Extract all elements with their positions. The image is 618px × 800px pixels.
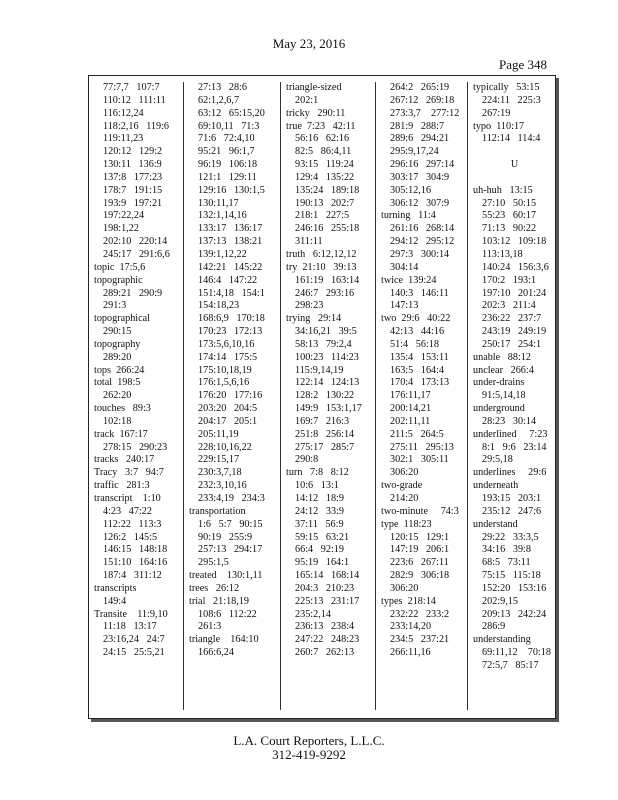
page-number: Page 348 bbox=[498, 57, 547, 72]
index-reference-line: 247:22 248:23 bbox=[295, 634, 360, 646]
index-reference-line: 149:9 153:1,17 bbox=[295, 403, 362, 415]
index-reference-line: 37:11 56:9 bbox=[295, 518, 344, 530]
index-reference-line: 72:5,7 85:17 bbox=[482, 659, 539, 671]
index-reference-line: 55:23 60:17 bbox=[482, 210, 537, 222]
index-reference-line: 142:21 145:22 bbox=[198, 261, 263, 273]
index-reference-line: 209:13 242:24 bbox=[482, 608, 547, 620]
index-reference-line: 198:1,22 bbox=[103, 223, 139, 235]
index-reference-line: 63:12 65:15,20 bbox=[198, 107, 265, 119]
index-term-line: topographical bbox=[94, 313, 151, 325]
index-reference-line: 295:1,5 bbox=[198, 557, 229, 569]
index-term-line: true 7:23 42:11 bbox=[286, 120, 356, 132]
index-term-line: topography bbox=[94, 338, 141, 350]
index-reference-line: 169:7 216:3 bbox=[295, 415, 350, 427]
index-reference-line: 175:10,18,19 bbox=[198, 364, 252, 376]
index-reference-line: 302:1 305:11 bbox=[390, 454, 449, 466]
footer-phone: 312-419-9292 bbox=[272, 747, 346, 762]
index-reference-line: 77:7,7 107:7 bbox=[103, 82, 160, 93]
index-reference-line: 166:6,24 bbox=[198, 647, 234, 659]
index-column-3 bbox=[280, 82, 376, 710]
index-reference-line: 261:3 bbox=[198, 621, 222, 633]
index-column-2 bbox=[183, 82, 281, 710]
index-reference-line: 229:15,17 bbox=[198, 454, 240, 466]
index-reference-line: 295:9,17,24 bbox=[390, 146, 439, 158]
index-reference-line: 236:13 238:4 bbox=[295, 621, 355, 633]
index-term-line: total 198:5 bbox=[94, 377, 141, 389]
index-column-4 bbox=[375, 82, 468, 710]
index-term-line: underground bbox=[473, 403, 525, 415]
index-reference-line: 211:5 264:5 bbox=[390, 428, 444, 440]
index-reference-line: 152:20 153:16 bbox=[482, 582, 547, 594]
index-reference-line: 56:16 62:16 bbox=[295, 133, 350, 145]
index-term-line: typically 53:15 bbox=[473, 82, 540, 93]
index-reference-line: 66:4 92:19 bbox=[295, 544, 344, 556]
index-reference-line: 173:5,6,10,16 bbox=[198, 338, 255, 350]
index-reference-line: 245:17 291:6,6 bbox=[103, 248, 170, 260]
index-reference-line: 29:22 33:3,5 bbox=[482, 531, 539, 543]
index-reference-line: 119:11,23 bbox=[103, 133, 144, 145]
index-term-line: two 29:6 40:22 bbox=[381, 313, 451, 325]
index-term-line: transportation bbox=[189, 505, 246, 517]
index-reference-line: 174:14 175:5 bbox=[198, 351, 258, 363]
index-reference-line: 266:11,16 bbox=[390, 647, 431, 659]
index-term-line: two-grade bbox=[381, 480, 423, 492]
index-reference-line: 235:2,14 bbox=[295, 608, 331, 620]
index-reference-line: 130:11,17 bbox=[198, 197, 239, 209]
index-reference-line: 203:20 204:5 bbox=[198, 403, 258, 415]
index-reference-line: 140:3 146:11 bbox=[390, 287, 449, 299]
index-reference-line: 137:8 177:23 bbox=[103, 171, 163, 183]
index-reference-line: 95:19 164:1 bbox=[295, 557, 350, 569]
index-term-line: trial 21:18,19 bbox=[189, 595, 249, 607]
index-reference-line: 264:2 265:19 bbox=[390, 82, 450, 93]
index-term-line: under-drains bbox=[473, 377, 525, 389]
index-reference-line: 170:23 172:13 bbox=[198, 326, 263, 338]
index-reference-line: 286:9 bbox=[482, 621, 506, 633]
index-reference-line: 228:10,16,22 bbox=[198, 441, 252, 453]
index-reference-line: 112:14 114:4 bbox=[482, 133, 541, 145]
index-reference-line: 197:22,24 bbox=[103, 210, 145, 222]
index-term-line: Tracy 3:7 94:7 bbox=[94, 467, 164, 479]
index-reference-line: 23:16,24 24:7 bbox=[103, 634, 165, 646]
index-reference-line: 115:9,14,19 bbox=[295, 364, 344, 376]
index-reference-line: 290:8 bbox=[295, 454, 319, 466]
index-reference-line: 116:12,24 bbox=[103, 107, 144, 119]
footer-company: L.A. Court Reporters, L.L.C. bbox=[233, 733, 385, 748]
index-term-line: underlined 7:23 bbox=[473, 428, 548, 440]
index-reference-line: 24:12 33:9 bbox=[295, 505, 344, 517]
index-reference-line: 232:22 233:2 bbox=[390, 608, 450, 620]
index-term-line: typo 110:17 bbox=[473, 120, 525, 132]
index-reference-line: 202:10 220:14 bbox=[103, 236, 168, 248]
index-column-5 bbox=[467, 82, 556, 710]
index-reference-line: 223:6 267:11 bbox=[390, 557, 449, 569]
index-reference-line: 42:13 44:16 bbox=[390, 326, 445, 338]
index-reference-line: 273:3,7 277:12 bbox=[390, 107, 460, 119]
index-reference-line: 170:4 173:13 bbox=[390, 377, 450, 389]
index-reference-line: 11:18 13:17 bbox=[103, 621, 157, 633]
index-reference-line: 103:12 109:18 bbox=[482, 236, 547, 248]
index-term-line: truth 6:12,12,12 bbox=[286, 248, 357, 260]
index-reference-line: 232:3,10,16 bbox=[198, 480, 247, 492]
index-reference-line: 91:5,14,18 bbox=[482, 390, 526, 402]
index-term-line: type 118:23 bbox=[381, 518, 432, 530]
index-reference-line: 113:13,18 bbox=[482, 248, 523, 260]
index-reference-line: 121:1 129:11 bbox=[198, 171, 257, 183]
index-reference-line: 202:9,15 bbox=[482, 595, 518, 607]
index-reference-line: 193:9 197:21 bbox=[103, 197, 163, 209]
index-reference-line: 306:12 307:9 bbox=[390, 197, 450, 209]
index-reference-line: 82:5 86:4,11 bbox=[295, 146, 352, 158]
index-term-line: twice 139:24 bbox=[381, 274, 437, 286]
index-term-line bbox=[468, 172, 556, 185]
index-reference-line: 281:9 288:7 bbox=[390, 120, 445, 132]
index-reference-line: 59:15 63:21 bbox=[295, 531, 350, 543]
index-reference-line: 303:17 304:9 bbox=[390, 171, 450, 183]
index-reference-line: 69:11,12 70:18 bbox=[482, 647, 551, 659]
index-reference-line: 176:20 177:16 bbox=[198, 390, 263, 402]
index-reference-line: 161:19 163:14 bbox=[295, 274, 360, 286]
index-reference-line: 168:6,9 170:18 bbox=[198, 313, 265, 325]
index-reference-line: 193:15 203:1 bbox=[482, 493, 542, 504]
index-reference-line: 147:13 bbox=[390, 300, 419, 312]
index-reference-line: 163:5 164:4 bbox=[390, 364, 445, 376]
index-reference-line: 75:15 115:18 bbox=[482, 570, 541, 582]
index-reference-line: 132:1,14,16 bbox=[198, 210, 247, 222]
index-reference-line: 311:11 bbox=[295, 236, 323, 248]
index-reference-line: 278:15 290:23 bbox=[103, 441, 168, 453]
index-reference-line: 205:11,19 bbox=[198, 428, 239, 440]
index-term-line: underlines 29:6 bbox=[473, 467, 547, 479]
index-reference-line: 29:5,18 bbox=[482, 454, 513, 466]
index-reference-line: 146:4 147:22 bbox=[198, 274, 258, 286]
index-reference-line: 135:24 189:18 bbox=[295, 184, 360, 196]
index-reference-line: 267:19 bbox=[482, 107, 511, 119]
index-box bbox=[88, 75, 556, 719]
index-reference-line: 260:7 262:13 bbox=[295, 647, 355, 659]
index-reference-line: 204:17 205:1 bbox=[198, 415, 258, 427]
index-column-1 bbox=[89, 82, 183, 710]
index-reference-line: 151:4,18 154:1 bbox=[198, 287, 265, 299]
index-term-line: two-minute 74:3 bbox=[381, 505, 459, 517]
index-term-line: trees 26:12 bbox=[189, 582, 240, 594]
index-term-line: tricky 290:11 bbox=[286, 107, 346, 119]
index-term-line: touches 89:3 bbox=[94, 403, 151, 415]
index-reference-line: 200:14,21 bbox=[390, 403, 432, 415]
index-term-line: tops 266:24 bbox=[94, 364, 145, 376]
header-date: May 23, 2016 bbox=[272, 36, 346, 51]
index-term-line: topic 17:5,6 bbox=[94, 261, 146, 273]
index-reference-line: 100:23 114:23 bbox=[295, 351, 359, 363]
index-reference-line: 71:13 90:22 bbox=[482, 223, 537, 235]
index-term-line: track 167:17 bbox=[94, 428, 148, 440]
index-reference-line: 233:14,20 bbox=[390, 621, 432, 633]
index-reference-line: 96:19 106:18 bbox=[198, 159, 258, 171]
index-reference-line: 246:16 255:18 bbox=[295, 223, 360, 235]
index-term-line: understanding bbox=[473, 634, 531, 646]
index-reference-line: 147:19 206:1 bbox=[390, 544, 450, 556]
index-reference-line: 275:17 285:7 bbox=[295, 441, 355, 453]
index-reference-line: 202:3 211:4 bbox=[482, 300, 536, 312]
index-reference-line: 126:2 145:5 bbox=[103, 531, 158, 543]
index-reference-line: 304:14 bbox=[390, 261, 419, 273]
index-reference-line: 290:15 bbox=[103, 326, 132, 338]
index-term-line: triangle 164:10 bbox=[189, 634, 259, 646]
index-reference-line: 140:24 156:3,6 bbox=[482, 261, 549, 273]
index-term-line: transcripts bbox=[94, 582, 137, 594]
index-reference-line: 139:1,12,22 bbox=[198, 248, 247, 260]
index-reference-line: 204:3 210:23 bbox=[295, 582, 355, 594]
index-reference-line: 135:4 153:11 bbox=[390, 351, 449, 363]
index-reference-line: 305:12,16 bbox=[390, 184, 432, 196]
index-reference-line: 236:22 237:7 bbox=[482, 313, 542, 325]
index-reference-line: 267:12 269:18 bbox=[390, 94, 455, 106]
index-reference-line: 297:3 300:14 bbox=[390, 248, 450, 260]
index-reference-line: 8:1 9:6 23:14 bbox=[482, 441, 547, 453]
index-reference-line: 129:4 135:22 bbox=[295, 171, 355, 183]
index-reference-line: 146:15 148:18 bbox=[103, 544, 168, 556]
index-term-line: tracks 240:17 bbox=[94, 454, 155, 466]
index-reference-line: 27:10 50:15 bbox=[482, 197, 537, 209]
index-reference-line: 133:17 136:17 bbox=[198, 223, 263, 235]
index-term-line bbox=[468, 146, 556, 159]
index-term-line: treated 130:1,11 bbox=[189, 570, 263, 582]
index-term-line: try 21:10 39:13 bbox=[286, 261, 357, 273]
index-reference-line: 214:20 bbox=[390, 493, 419, 504]
index-reference-line: 306:20 bbox=[390, 582, 419, 594]
index-reference-line: 202:1 bbox=[295, 94, 319, 106]
index-term-line: turn 7:8 8:12 bbox=[286, 467, 349, 479]
index-reference-line: 298:23 bbox=[295, 300, 324, 312]
index-reference-line: 108:6 112:22 bbox=[198, 608, 257, 620]
index-reference-line: 262:20 bbox=[103, 390, 132, 402]
index-reference-line: 170:2 193:1 bbox=[482, 274, 537, 286]
index-reference-line: 90:19 255:9 bbox=[198, 531, 253, 543]
index-term-line: transcript 1:10 bbox=[94, 493, 161, 504]
index-reference-line: 10:6 13:1 bbox=[295, 480, 339, 492]
index-term-line: types 218:14 bbox=[381, 595, 436, 607]
index-reference-line: 291:3 bbox=[103, 300, 127, 312]
index-reference-line: 14:12 18:9 bbox=[295, 493, 344, 504]
index-reference-line: 197:10 201:24 bbox=[482, 287, 547, 299]
index-reference-line: 102:18 bbox=[103, 415, 132, 427]
index-term-line: unable 88:12 bbox=[473, 351, 532, 363]
index-reference-line: 224:11 225:3 bbox=[482, 94, 541, 106]
index-reference-line: 176:11,17 bbox=[390, 390, 431, 402]
index-reference-line: 296:16 297:14 bbox=[390, 159, 455, 171]
index-reference-line: 122:14 124:13 bbox=[295, 377, 360, 389]
index-reference-line: 68:5 73:11 bbox=[482, 557, 531, 569]
index-reference-line: 34:16,21 39:5 bbox=[295, 326, 357, 338]
index-reference-line: 34:16 39:8 bbox=[482, 544, 531, 556]
index-reference-line: 257:13 294:17 bbox=[198, 544, 263, 556]
index-term-line: topographic bbox=[94, 274, 143, 286]
index-reference-line: 294:12 295:12 bbox=[390, 236, 455, 248]
index-term-line: Transite 11:9,10 bbox=[94, 608, 168, 620]
index-reference-line: 51:4 56:18 bbox=[390, 338, 439, 350]
index-reference-line: 112:22 113:3 bbox=[103, 518, 162, 530]
index-reference-line: 261:16 268:14 bbox=[390, 223, 455, 235]
index-term-line: underneath bbox=[473, 480, 519, 492]
index-reference-line: 58:13 79:2,4 bbox=[295, 338, 352, 350]
index-reference-line: 93:15 119:24 bbox=[295, 159, 354, 171]
index-reference-line: 282:9 306:18 bbox=[390, 570, 450, 582]
index-reference-line: 154:18,23 bbox=[198, 300, 240, 312]
index-reference-line: 306:20 bbox=[390, 467, 419, 479]
index-reference-line: 218:1 227:5 bbox=[295, 210, 350, 222]
index-reference-line: 69:10,11 71:3 bbox=[198, 120, 260, 132]
index-reference-line: 243:19 249:19 bbox=[482, 326, 547, 338]
index-reference-line: 275:11 295:13 bbox=[390, 441, 454, 453]
index-reference-line: 118:2,16 119:6 bbox=[103, 120, 170, 132]
index-reference-line: 27:13 28:6 bbox=[198, 82, 247, 93]
index-reference-line: 130:11 136:9 bbox=[103, 159, 162, 171]
index-reference-line: 24:15 25:5,21 bbox=[103, 647, 165, 659]
index-reference-line: 178:7 191:15 bbox=[103, 184, 163, 196]
index-reference-line: 129:16 130:1,5 bbox=[198, 184, 265, 196]
index-reference-line: 120:15 129:1 bbox=[390, 531, 450, 543]
index-reference-line: 4:23 47:22 bbox=[103, 505, 152, 517]
index-reference-line: 110:12 111:11 bbox=[103, 94, 166, 106]
index-reference-line: 251:8 256:14 bbox=[295, 428, 355, 440]
index-reference-line: 71:6 72:4,10 bbox=[198, 133, 255, 145]
index-reference-line: 165:14 168:14 bbox=[295, 570, 360, 582]
index-reference-line: 176:1,5,6,16 bbox=[198, 377, 250, 389]
section-letter: U bbox=[510, 159, 519, 171]
index-term-line: traffic 281:3 bbox=[94, 480, 150, 492]
index-reference-line: 289:6 294:21 bbox=[390, 133, 450, 145]
index-reference-line: 62:1,2,6,7 bbox=[198, 94, 240, 106]
index-reference-line: 187:4 311:12 bbox=[103, 570, 162, 582]
index-term-line: trying 29:14 bbox=[286, 313, 342, 325]
index-reference-line: 128:2 130:22 bbox=[295, 390, 355, 402]
index-reference-line: 149:4 bbox=[103, 595, 127, 607]
index-term-line: unclear 266:4 bbox=[473, 364, 534, 376]
index-reference-line: 246:7 293:16 bbox=[295, 287, 355, 299]
index-reference-line: 225:13 231:17 bbox=[295, 595, 360, 607]
index-term-line: triangle-sized bbox=[286, 82, 342, 93]
index-reference-line: 190:13 202:7 bbox=[295, 197, 355, 209]
index-reference-line: 1:6 5:7 90:15 bbox=[198, 518, 263, 530]
index-term-line: uh-huh 13:15 bbox=[473, 184, 533, 196]
index-reference-line: 289:20 bbox=[103, 351, 132, 363]
index-reference-line: 235:12 247:6 bbox=[482, 505, 542, 517]
index-reference-line: 230:3,7,18 bbox=[198, 467, 242, 479]
index-reference-line: 250:17 254:1 bbox=[482, 338, 542, 350]
index-reference-line: 202:11,11 bbox=[390, 415, 431, 427]
index-term-line: turning 11:4 bbox=[381, 210, 436, 222]
index-reference-line: 233:4,19 234:3 bbox=[198, 493, 265, 504]
index-reference-line: 234:5 237:21 bbox=[390, 634, 450, 646]
index-reference-line: 95:21 96:1,7 bbox=[198, 146, 255, 158]
index-reference-line: 137:13 138:21 bbox=[198, 236, 263, 248]
index-reference-line: 151:10 164:16 bbox=[103, 557, 168, 569]
footer bbox=[0, 734, 618, 762]
index-term-line: understand bbox=[473, 518, 518, 530]
index-reference-line: 289:21 290:9 bbox=[103, 287, 163, 299]
index-reference-line: 120:12 129:2 bbox=[103, 146, 163, 158]
index-reference-line: 28:23 30:14 bbox=[482, 415, 537, 427]
